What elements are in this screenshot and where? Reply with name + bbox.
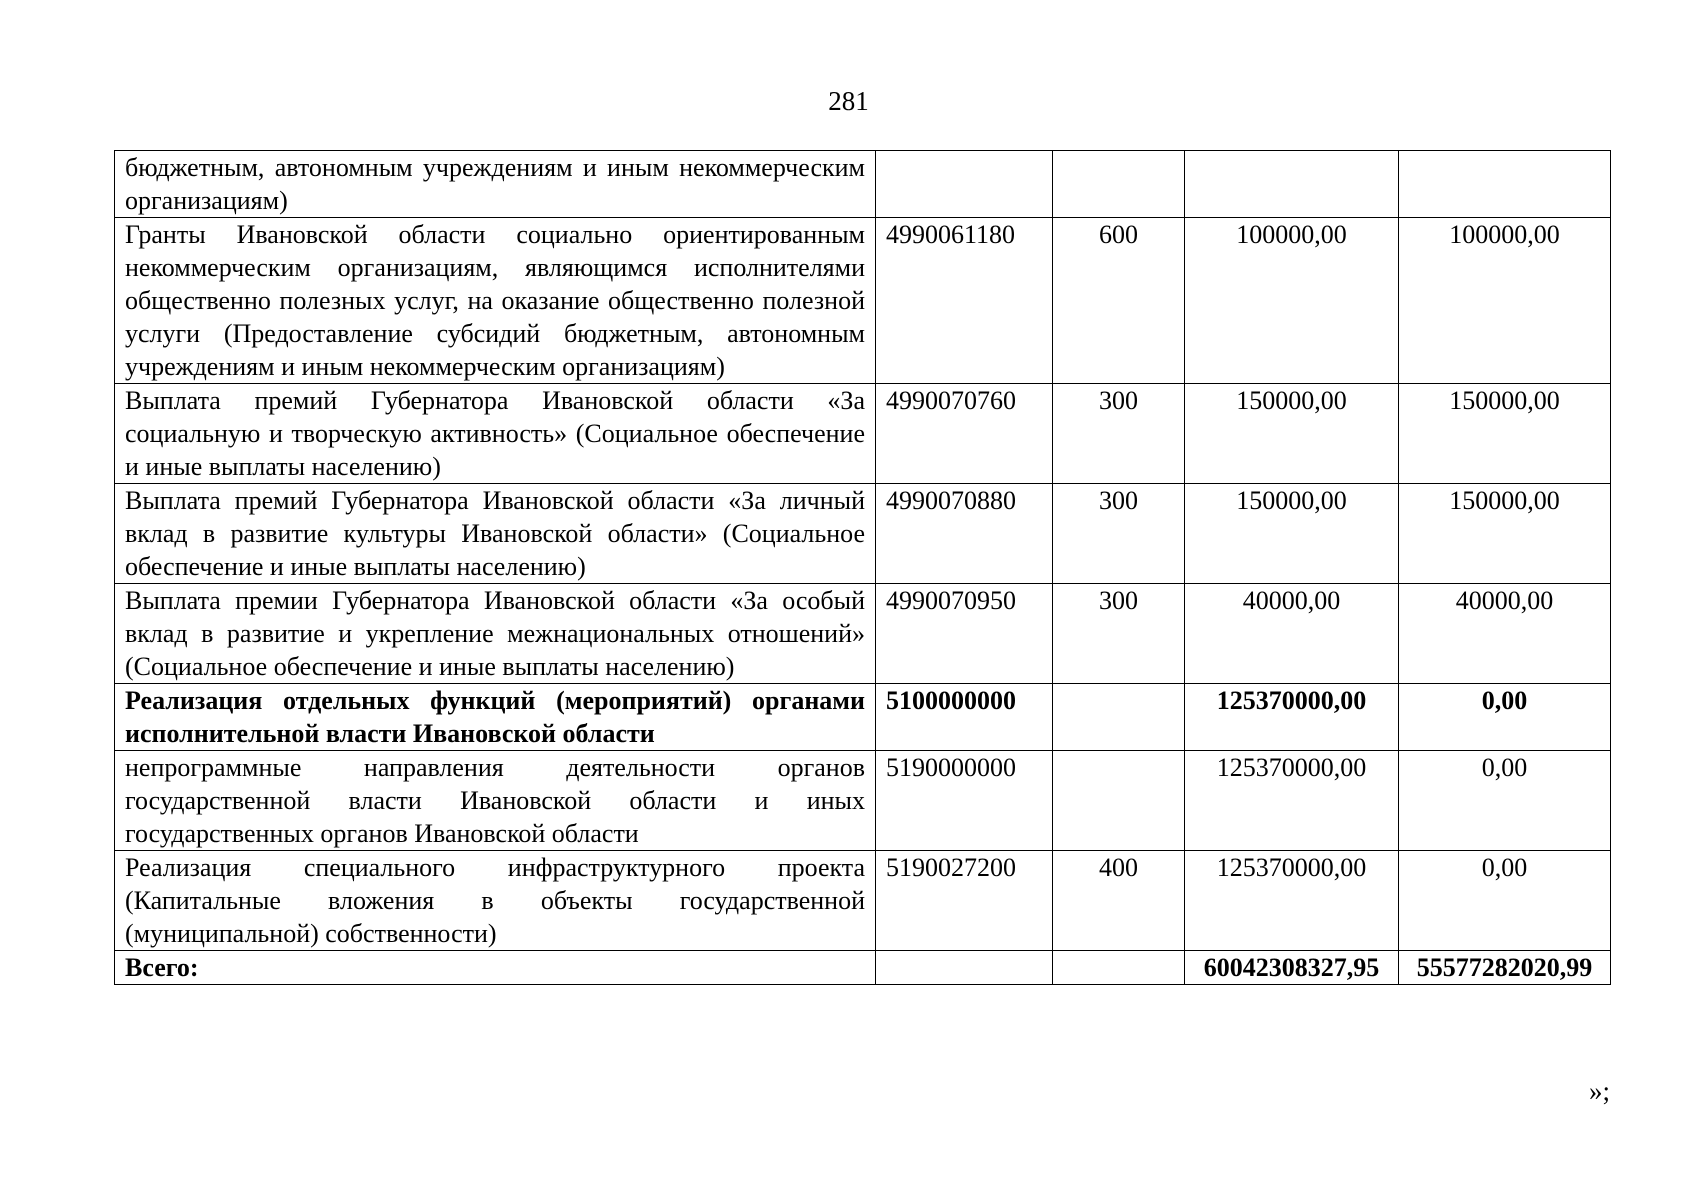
- row-amount-1: 150000,00: [1185, 484, 1399, 584]
- row-amount-2: 40000,00: [1399, 584, 1611, 684]
- row-amount-1: 150000,00: [1185, 384, 1399, 484]
- row-description: Выплата премии Губернатора Ивановской области «За особый вклад в развитие и укрепление межнациональных отношений» (Социальное обеспечение и иные выплаты населению): [115, 584, 876, 684]
- page-number: 281: [828, 86, 869, 116]
- total-amount-2: 55577282020,99: [1399, 951, 1611, 985]
- table-row-section-header: [115, 684, 1611, 751]
- row-description: Гранты Ивановской области социально ориентированным некоммерческим организациям, являющимся исполнителями общественно полезных услуг, на оказание общественно полезной услуги (Предоставление субсидий бюджетным, автономным учреждениям и иным некоммерческим организациям): [115, 218, 876, 384]
- row-expense-type: 600: [1053, 218, 1185, 384]
- row-expense-type: [1053, 151, 1185, 218]
- row-amount-2: 0,00: [1399, 684, 1611, 751]
- table-row: [115, 384, 1611, 484]
- row-target-code: [876, 151, 1053, 218]
- total-label: Всего:: [115, 951, 876, 985]
- row-expense-type: [1053, 684, 1185, 751]
- row-description: Реализация отдельных функций (мероприятий) органами исполнительной власти Ивановской области: [115, 684, 876, 751]
- row-target-code: 4990061180: [876, 218, 1053, 384]
- row-amount-1: 125370000,00: [1185, 684, 1399, 751]
- total-target-code: [876, 951, 1053, 985]
- row-amount-1: 40000,00: [1185, 584, 1399, 684]
- table-row: [115, 584, 1611, 684]
- table-row-total: [115, 951, 1611, 985]
- total-amount-1: 60042308327,95: [1185, 951, 1399, 985]
- row-amount-1: 100000,00: [1185, 218, 1399, 384]
- row-description: непрограммные направления деятельности органов государственной власти Ивановской области и иных государственных органов Ивановской области: [115, 751, 876, 851]
- row-amount-2: 0,00: [1399, 851, 1611, 951]
- row-amount-2: 150000,00: [1399, 484, 1611, 584]
- row-target-code: 4990070880: [876, 484, 1053, 584]
- row-expense-type: 300: [1053, 584, 1185, 684]
- budget-table: [114, 150, 1611, 985]
- budget-table-body: [115, 151, 1611, 985]
- row-target-code: 5190027200: [876, 851, 1053, 951]
- row-amount-2: 100000,00: [1399, 218, 1611, 384]
- closing-quote-mark: »;: [1588, 1076, 1610, 1106]
- table-row: [115, 218, 1611, 384]
- row-amount-1: 125370000,00: [1185, 751, 1399, 851]
- row-expense-type: [1053, 751, 1185, 851]
- row-amount-1: [1185, 151, 1399, 218]
- row-target-code: 4990070950: [876, 584, 1053, 684]
- row-amount-2: 0,00: [1399, 751, 1611, 851]
- table-row: [115, 484, 1611, 584]
- table-row: [115, 151, 1611, 218]
- row-description: Выплата премий Губернатора Ивановской области «За социальную и творческую активность» (Социальное обеспечение и иные выплаты населению): [115, 384, 876, 484]
- row-expense-type: 300: [1053, 484, 1185, 584]
- row-description: Выплата премий Губернатора Ивановской области «За личный вклад в развитие культуры Ивановской области» (Социальное обеспечение и иные выплаты населению): [115, 484, 876, 584]
- table-row: [115, 751, 1611, 851]
- row-target-code: 4990070760: [876, 384, 1053, 484]
- row-amount-1: 125370000,00: [1185, 851, 1399, 951]
- total-expense-type: [1053, 951, 1185, 985]
- row-target-code: 5100000000: [876, 684, 1053, 751]
- row-expense-type: 300: [1053, 384, 1185, 484]
- row-target-code: 5190000000: [876, 751, 1053, 851]
- row-amount-2: 150000,00: [1399, 384, 1611, 484]
- row-description: бюджетным, автономным учреждениям и иным некоммерческим организациям): [115, 151, 876, 218]
- row-amount-2: [1399, 151, 1611, 218]
- row-expense-type: 400: [1053, 851, 1185, 951]
- table-row: [115, 851, 1611, 951]
- row-description: Реализация специального инфраструктурного проекта (Капитальные вложения в объекты государственной (муниципальной) собственности): [115, 851, 876, 951]
